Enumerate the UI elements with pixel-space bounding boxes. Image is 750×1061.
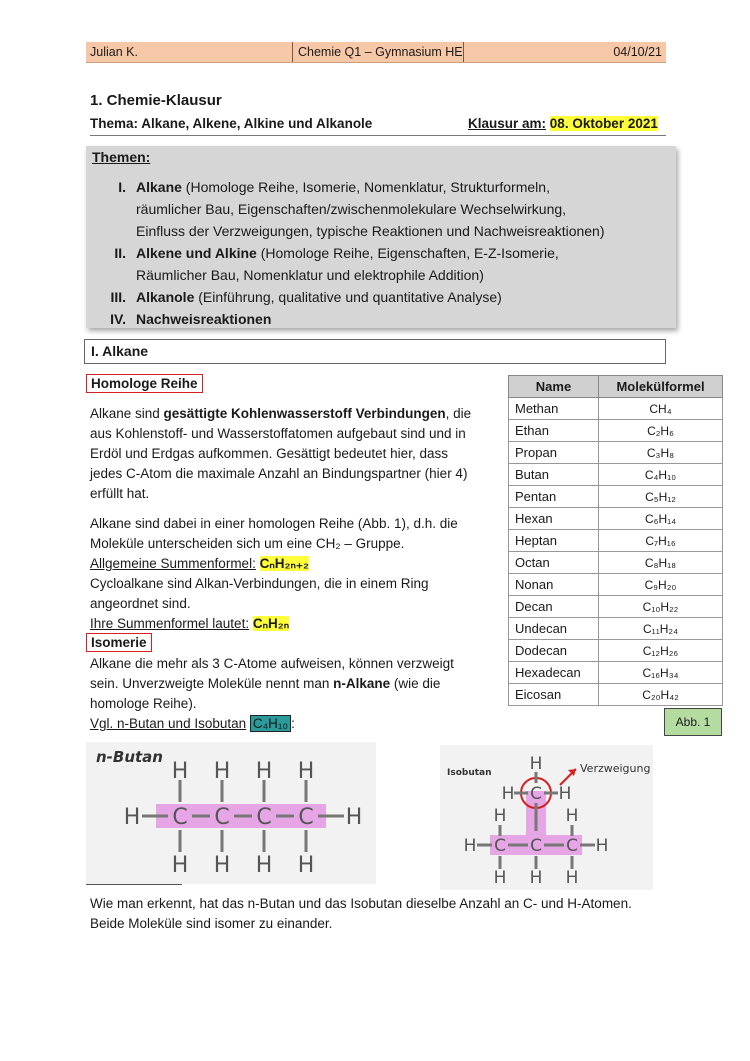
topics-box — [86, 146, 676, 328]
paragraph-line: Alkane sind gesättigte Kohlenwasserstoff Verbindungen, die — [90, 406, 472, 421]
header-divider — [292, 42, 293, 62]
topic-title: Nachweisreaktionen — [136, 311, 272, 327]
branch-label: Verzweigung — [580, 762, 651, 775]
molecular-formula: C₂H₆ — [599, 420, 723, 442]
paragraph-line: Alkane die mehr als 3 C-Atome aufweisen, können verzweigt — [90, 656, 454, 671]
header-date: 04/10/21 — [613, 45, 662, 59]
alkane-name: Decan — [509, 596, 599, 618]
header-course: Chemie Q1 – Gymnasium HE — [298, 45, 463, 59]
paragraph-line: jedes C-Atom die maximale Anzahl an Bindungspartner (hier 4) — [90, 466, 468, 481]
molecular-formula: C₉H₂₀ — [599, 574, 723, 596]
carbon-atom: C — [172, 805, 188, 830]
alkane-name: Hexan — [509, 508, 599, 530]
table-row — [509, 464, 723, 486]
cyclo-formula-line: Ihre Summenformel lautet: CₙH₂ₙ — [90, 616, 290, 631]
hydrogen-atom: H — [255, 853, 273, 878]
topic-item-alkane — [136, 179, 550, 195]
alkane-name: Pentan — [509, 486, 599, 508]
section-heading — [84, 339, 666, 364]
table-row — [509, 420, 723, 442]
molecular-formula: C₇H₁₆ — [599, 530, 723, 552]
topic-title: Alkane — [136, 179, 182, 195]
homologe-heading: Homologe Reihe — [86, 374, 203, 393]
cyclo-formula: CₙH₂ₙ — [252, 616, 290, 631]
table-row — [509, 508, 723, 530]
exam-date: 08. Oktober 2021 — [549, 116, 658, 131]
title-rule — [90, 135, 666, 136]
hydrogen-atom: H — [529, 868, 543, 888]
paragraph-line: Moleküle unterscheiden sich um eine CH₂ – Gruppe. — [90, 536, 405, 551]
hydrogen-atom: H — [171, 853, 189, 878]
topic-item-nachweis — [136, 311, 271, 327]
hydrogen-atom: H — [255, 759, 273, 784]
hydrogen-atom: H — [297, 759, 315, 784]
paragraph-line: angeordnet sind. — [90, 596, 191, 611]
header-bar — [86, 42, 666, 63]
table-row — [509, 398, 723, 420]
conclusion-line: Beide Moleküle sind isomer zu einander. — [90, 916, 333, 931]
n-butan-label: n-Butan — [96, 748, 163, 766]
molecular-formula: C₆H₁₄ — [599, 508, 723, 530]
carbon-atom: C — [566, 836, 578, 856]
topic-text: Räumlicher Bau, Nomenklatur und elektrophile Addition) — [136, 267, 484, 283]
comparison-line: Vgl. n-Butan und Isobutan C₄H₁₀ : — [90, 716, 295, 731]
topic-text: Einfluss der Verzweigungen, typische Reaktionen und Nachweisreaktionen) — [136, 223, 605, 239]
column-header-formula: Molekülformel — [599, 376, 723, 398]
table-row — [509, 530, 723, 552]
paragraph-line: aus Kohlenstoff- und Wasserstoffatomen aufgebaut sind und in — [90, 426, 466, 441]
isomer-formula: C₄H₁₀ — [250, 715, 291, 732]
alkane-name: Undecan — [509, 618, 599, 640]
homologous-series-table — [508, 375, 723, 706]
paragraph-line: Alkane sind dabei in einer homologen Reihe (Abb. 1), d.h. die — [90, 516, 458, 531]
table-row — [509, 684, 723, 706]
header-author: Julian K. — [90, 45, 138, 59]
general-formula-line: Allgemeine Summenformel: CₙH₂ₙ₊₂ — [90, 556, 309, 571]
hydrogen-atom: H — [213, 853, 231, 878]
topics-label: Themen: — [92, 149, 151, 165]
hydrogen-atom: H — [213, 759, 231, 784]
molecular-formula: C₈H₁₈ — [599, 552, 723, 574]
figure-caption: Abb. 1 — [664, 708, 722, 736]
alkane-name: Methan — [509, 398, 599, 420]
diagram-underline — [86, 884, 182, 885]
carbon-atom: C — [256, 805, 272, 830]
topic-title: Alkene und Alkine — [136, 245, 257, 261]
table-row — [509, 640, 723, 662]
hydrogen-atom: H — [171, 759, 189, 784]
n-butan-structure — [86, 742, 376, 884]
molecular-formula: C₁₂H₂₆ — [599, 640, 723, 662]
molecular-formula: C₁₁H₂₄ — [599, 618, 723, 640]
alkane-name: Octan — [509, 552, 599, 574]
alkane-name: Eicosan — [509, 684, 599, 706]
hydrogen-atom: H — [501, 784, 515, 804]
paragraph-line: Erdöl und Erdgas aufkommen. Gesättigt bedeutet hier, dass — [90, 446, 448, 461]
molecular-formula: C₁₆H₃₄ — [599, 662, 723, 684]
document-title: 1. Chemie-Klausur — [90, 92, 222, 109]
table-row — [509, 552, 723, 574]
topic-number: I. — [118, 179, 126, 195]
carbon-atom: C — [494, 836, 506, 856]
header-divider — [463, 42, 464, 62]
topic-number: II. — [114, 245, 126, 261]
alkane-name: Ethan — [509, 420, 599, 442]
hydrogen-atom: H — [345, 805, 363, 830]
isomerie-heading: Isomerie — [86, 633, 152, 652]
alkane-name: Dodecan — [509, 640, 599, 662]
alkane-name: Butan — [509, 464, 599, 486]
molecular-formula: C₄H₁₀ — [599, 464, 723, 486]
alkane-name: Propan — [509, 442, 599, 464]
table-row — [509, 486, 723, 508]
isobutan-diagram — [440, 745, 653, 890]
table-row — [509, 596, 723, 618]
paragraph-line: Cycloalkane sind Alkan-Verbindungen, die in einem Ring — [90, 576, 429, 591]
molecular-formula: C₂₀H₄₂ — [599, 684, 723, 706]
molecular-formula: C₅H₁₂ — [599, 486, 723, 508]
carbon-atom: C — [298, 805, 314, 830]
paragraph-line: erfüllt hat. — [90, 486, 150, 501]
n-butan-diagram — [86, 742, 376, 884]
hydrogen-atom: H — [297, 853, 315, 878]
topic-number: IV. — [110, 311, 126, 327]
topic-number: III. — [110, 289, 126, 305]
molecular-formula: C₁₀H₂₂ — [599, 596, 723, 618]
hydrogen-atom: H — [595, 836, 609, 856]
hydrogen-atom: H — [565, 806, 579, 826]
alkane-name: Heptan — [509, 530, 599, 552]
hydrogen-atom: H — [565, 868, 579, 888]
exam-date-label: Klausur am: — [468, 116, 547, 131]
general-formula: CₙH₂ₙ₊₂ — [259, 556, 309, 571]
topic-text: (Homologe Reihe, Isomerie, Nomenklatur, Strukturformeln, — [181, 179, 550, 195]
hydrogen-atom: H — [558, 784, 572, 804]
hydrogen-atom: H — [529, 754, 543, 774]
topic-text: (Homologe Reihe, Eigenschaften, E-Z-Isomerie, — [256, 245, 559, 261]
hydrogen-atom: H — [123, 805, 141, 830]
exam-theme: Thema: Alkane, Alkene, Alkine und Alkanole — [90, 116, 373, 131]
isobutan-label: Isobutan — [447, 768, 492, 778]
table-row — [509, 662, 723, 684]
paragraph-line: sein. Unverzweigte Moleküle nennt man n-Alkane (wie die — [90, 676, 441, 691]
column-header-name: Name — [509, 376, 599, 398]
topic-title: Alkanole — [136, 289, 195, 305]
hydrogen-atom: H — [463, 836, 477, 856]
alkane-name: Hexadecan — [509, 662, 599, 684]
topic-item-alkene — [136, 245, 559, 261]
molecular-formula: C₃H₈ — [599, 442, 723, 464]
molecular-formula: CH₄ — [599, 398, 723, 420]
section-title: I. Alkane — [91, 343, 149, 359]
topic-item-alkanole — [136, 289, 502, 305]
hydrogen-atom: H — [493, 806, 507, 826]
carbon-atom: C — [530, 784, 542, 804]
carbon-atom: C — [214, 805, 230, 830]
topic-text: räumlicher Bau, Eigenschaften/zwischenmolekulare Wechselwirkung, — [136, 201, 567, 217]
table-row — [509, 574, 723, 596]
exam-date-line — [468, 116, 658, 131]
isobutan-structure — [440, 745, 653, 890]
topic-text: (Einführung, qualitative und quantitative Analyse) — [194, 289, 502, 305]
table-row — [509, 442, 723, 464]
alkane-name: Nonan — [509, 574, 599, 596]
conclusion-line: Wie man erkennt, hat das n-Butan und das Isobutan dieselbe Anzahl an C- und H-Atomen. — [90, 896, 632, 911]
paragraph-line: homologe Reihe). — [90, 696, 197, 711]
hydrogen-atom: H — [493, 868, 507, 888]
table-row — [509, 618, 723, 640]
carbon-atom: C — [530, 836, 542, 856]
table-header-row — [509, 376, 723, 398]
